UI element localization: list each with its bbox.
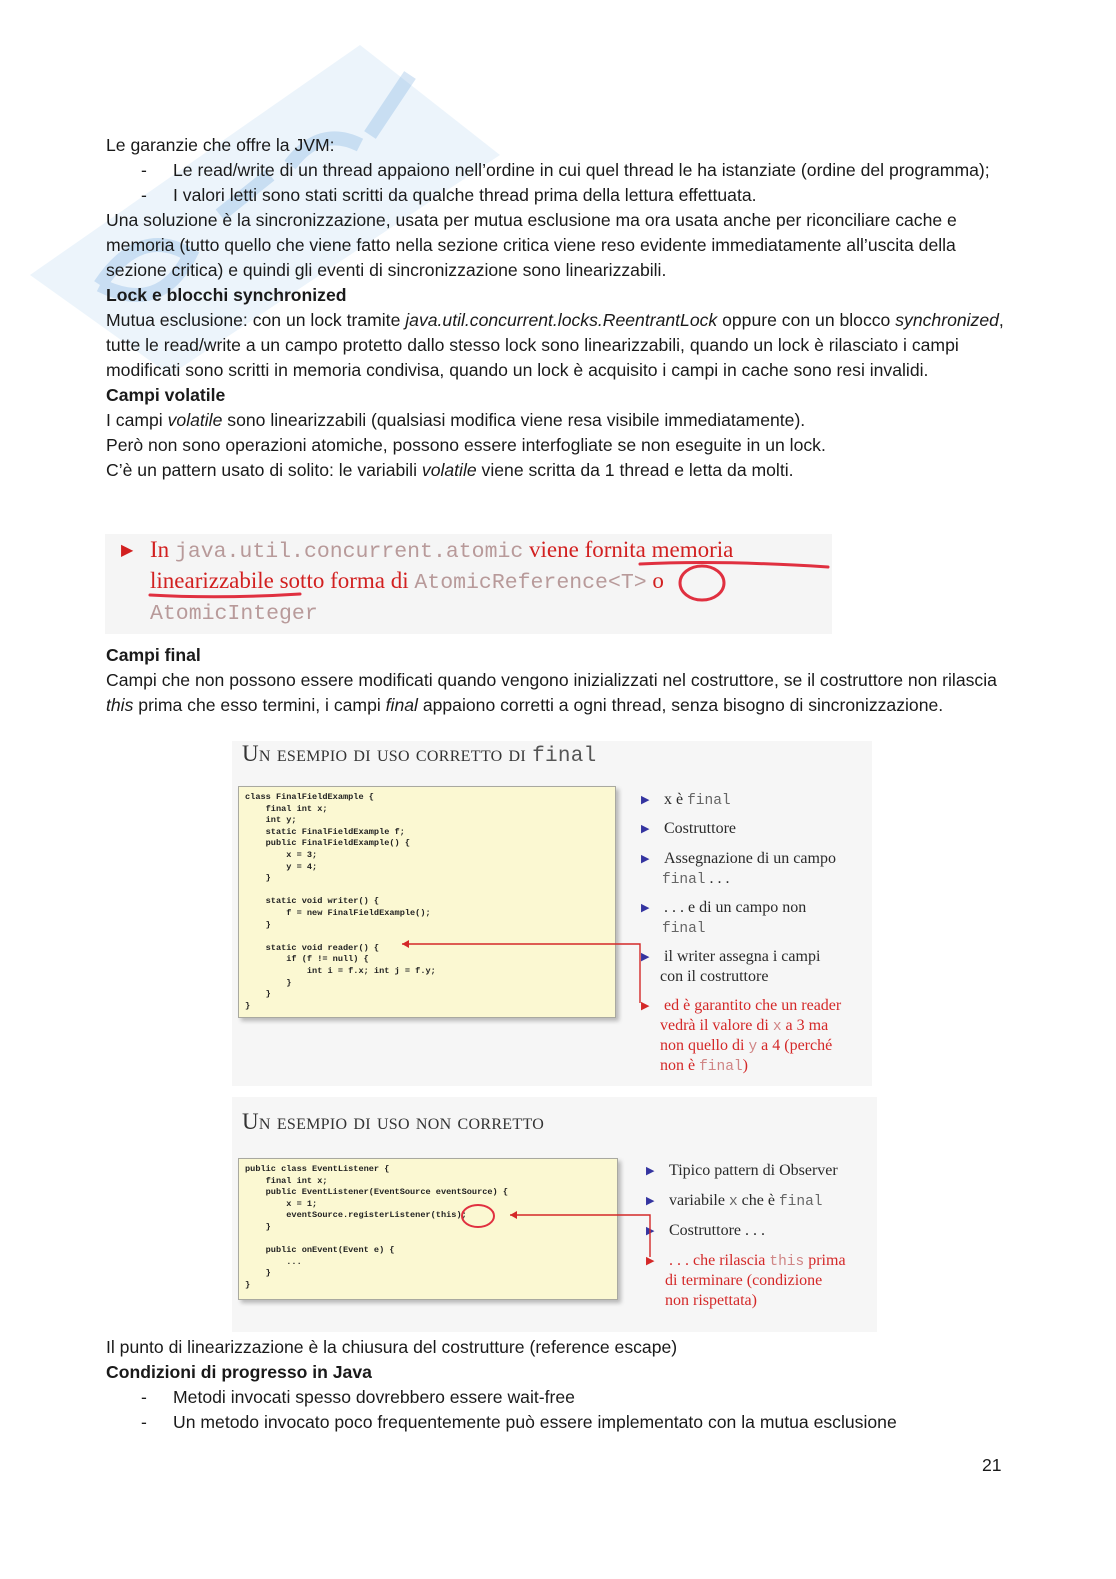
slide-bullet-continuation — [665, 1271, 822, 1291]
text-run: prima — [804, 1252, 846, 1269]
text-run: o — [646, 568, 664, 593]
volatile-heading: Campi volatile — [106, 385, 226, 405]
slide-bullet — [646, 1191, 823, 1212]
triangle-bullet-icon: ▶ — [646, 1165, 655, 1177]
triangle-bullet-icon: ▶ — [646, 1195, 655, 1207]
variable-name: x — [772, 1019, 782, 1035]
slide-bullet — [646, 1221, 765, 1241]
progress-heading: Condizioni di progresso in Java — [106, 1362, 372, 1382]
text-run: oppure con un blocco — [717, 310, 896, 330]
triangle-bullet-icon: ▶ — [641, 1000, 650, 1012]
text-run: a 3 ma — [781, 1017, 829, 1034]
slide-final-wrong — [232, 1097, 877, 1332]
text-run: Tipico pattern di Observer — [669, 1162, 838, 1179]
triangle-bullet-icon: ▶ — [641, 823, 650, 835]
text-run: . . . — [705, 870, 730, 887]
text-run: Mutua esclusione: con un lock tramite — [106, 310, 406, 330]
keyword: this — [769, 1254, 805, 1270]
slide-bullet — [641, 849, 836, 869]
slide-bullet — [641, 790, 731, 811]
text-run: ed è garantito che un reader — [664, 997, 842, 1014]
text-run: x è — [664, 791, 688, 808]
list-item: - Metodi invocati spesso dovrebbero essere wait-free — [106, 1385, 1006, 1410]
text-run: C’è un pattern usato di solito: le variabili — [106, 460, 422, 480]
text-run: appaiono corretti a ogni thread, senza bisogno di sincronizzazione. — [417, 695, 944, 715]
keyword: synchronized — [895, 310, 999, 330]
slide-bullet-continuation — [662, 869, 730, 890]
text-run: variabile — [669, 1192, 729, 1209]
intro-text: Le garanzie che offre la JVM: — [106, 135, 335, 155]
list-item: - Un metodo invocato poco frequentemente può essere implementato con la mutua esclusione — [106, 1410, 1006, 1435]
slide-bullet-continuation — [660, 1036, 832, 1057]
page-number: 21 — [982, 1455, 1002, 1475]
text-run: a 4 (perché — [757, 1037, 833, 1054]
text-run: Assegnazione di un campo — [664, 850, 836, 867]
keyword: final — [778, 1194, 823, 1210]
volatile-line-3 — [106, 458, 1006, 483]
text-run: sono linearizzabili (qualsiasi modifica viene resa visibile immediatamente). — [222, 410, 806, 430]
class-name: java.util.concurrent.locks.ReentrantLock — [405, 310, 718, 330]
text-run: con il costruttore — [660, 968, 769, 985]
section-jvm-guarantees — [106, 133, 1006, 483]
class-name: AtomicInteger — [150, 602, 318, 626]
triangle-bullet-icon: ▶ — [641, 853, 650, 865]
slide-bullet — [646, 1251, 846, 1272]
progress-list — [106, 1385, 1006, 1435]
triangle-bullet-icon: ▶ — [641, 794, 650, 806]
lock-paragraph — [106, 308, 1006, 383]
variable-name: y — [748, 1039, 758, 1055]
triangle-bullet-icon: ▶ — [121, 542, 134, 559]
keyword: volatile — [167, 410, 223, 430]
linearization-text: Il punto di linearizzazione è la chiusura del costrutture (reference escape) — [106, 1337, 678, 1357]
text-run: prima che esso termini, i campi — [133, 695, 386, 715]
package-name: java.util.concurrent.atomic — [174, 540, 524, 564]
slide-bullet-continuation — [665, 1291, 757, 1311]
text-run: che è — [737, 1192, 779, 1209]
class-name: AtomicReference<T> — [414, 571, 647, 595]
list-item: - I valori letti sono stati scritti da qualche thread prima della lettura effettuata. — [106, 183, 1006, 208]
section-final-fields — [106, 643, 1006, 718]
code-listing — [238, 1158, 618, 1300]
slide-title: Un esempio di uso non corretto — [242, 1109, 545, 1134]
slide-bullet — [641, 819, 736, 839]
keyword: final — [532, 745, 597, 768]
volatile-line-1 — [106, 408, 1006, 433]
list-item: - Le read/write di un thread appaiono nell’ordine in cui quel thread le ha istanziate (ordine del programma); — [106, 158, 1006, 183]
keyword: final — [662, 872, 706, 888]
text-run: Campi che non possono essere modificati quando vengono inizializzati nel costruttore, se il costruttore non rilascia — [106, 670, 997, 690]
slide-title — [242, 741, 597, 768]
lock-heading: Lock e blocchi synchronized — [106, 285, 347, 305]
text-run: . . . che rilascia — [669, 1252, 770, 1269]
slide-bullet-continuation — [660, 1016, 828, 1037]
text-run: Costruttore — [664, 820, 736, 837]
final-heading: Campi final — [106, 645, 201, 665]
variable-name: x — [728, 1194, 738, 1210]
final-paragraph — [106, 668, 1006, 718]
text-run: I campi — [106, 410, 168, 430]
text-run: . . . e di un campo non — [664, 899, 807, 916]
guarantees-list — [106, 158, 1006, 208]
keyword: this — [106, 695, 134, 715]
text-run: , tutte le read/write a un campo protetto dallo stesso lock sono linearizzabili, quando un lock è rilasciato i campi modificati sono scritti in memoria condivisa, quando un lock è acquisito i campi in cache sono resi invalidi. — [106, 310, 1004, 380]
slide-bullet — [641, 898, 807, 918]
code-text: public class EventListener { final int x; public EventListener(EventSource eventSource) { x = 1; eventSource.registerListener(this); } public onEvent(Event e) { ... } } — [245, 1164, 509, 1290]
keyword: final — [385, 695, 418, 715]
text-run: linearizzabile sotto forma di — [150, 568, 415, 593]
slide-atomic — [105, 534, 832, 634]
slide-line — [150, 596, 318, 630]
text-run: non quello di — [660, 1037, 749, 1054]
text-run: di terminare (condizione — [665, 1272, 823, 1289]
slide-bullet-continuation — [660, 967, 768, 987]
slide-bullet — [646, 1161, 838, 1181]
slide-bullet-continuation — [662, 918, 706, 939]
section-progress — [106, 1335, 1006, 1435]
text-run: In — [150, 537, 175, 562]
slide-final-correct — [232, 741, 872, 1086]
triangle-bullet-icon: ▶ — [641, 902, 650, 914]
slide-bullet-continuation — [660, 1056, 748, 1077]
slide-line — [150, 534, 733, 568]
text-run: Un esempio di uso corretto di — [242, 741, 533, 766]
triangle-bullet-icon: ▶ — [646, 1255, 655, 1267]
text-run: il writer assegna i campi — [664, 948, 821, 965]
text-run: Costruttore . . . — [669, 1222, 765, 1239]
text-run: non è — [660, 1057, 700, 1074]
slide-bullet — [641, 996, 842, 1016]
text-run: viene fornita memoria — [523, 537, 734, 562]
slide-line — [150, 565, 664, 599]
code-text: class FinalFieldExample { final int x; int y; static FinalFieldExample f; public FinalFieldExample() { x = 3; y = 4; } static void writer() { f = new FinalFieldExample(); } static void reader() { if (f != null) { int i = f.x; int j = f.y; } } } — [245, 792, 436, 1011]
keyword: final — [662, 921, 706, 937]
keyword: final — [699, 1059, 743, 1075]
text-run: vedrà il valore di — [660, 1017, 773, 1034]
text-run: viene scritta da 1 thread e letta da molti. — [476, 460, 794, 480]
triangle-bullet-icon: ▶ — [646, 1225, 655, 1237]
keyword: final — [687, 793, 731, 809]
text-run: non rispettata) — [665, 1292, 757, 1309]
solution-paragraph: Una soluzione è la sincronizzazione, usata per mutua esclusione ma ora usata anche per riconciliare cache e memoria (tutto quello che viene fatto nella sezione critica viene reso evidente immediatamente all’uscita della sezione critica) e quindi gli eventi di sincronizzazione sono linearizzabili. — [106, 210, 957, 280]
keyword: volatile — [421, 460, 477, 480]
text-run: ) — [742, 1057, 748, 1074]
triangle-bullet-icon: ▶ — [641, 951, 650, 963]
volatile-line-2: Però non sono operazioni atomiche, possono essere interfogliate se non eseguite in un lock. — [106, 435, 826, 455]
code-listing — [238, 786, 616, 1018]
slide-bullet — [641, 947, 821, 967]
